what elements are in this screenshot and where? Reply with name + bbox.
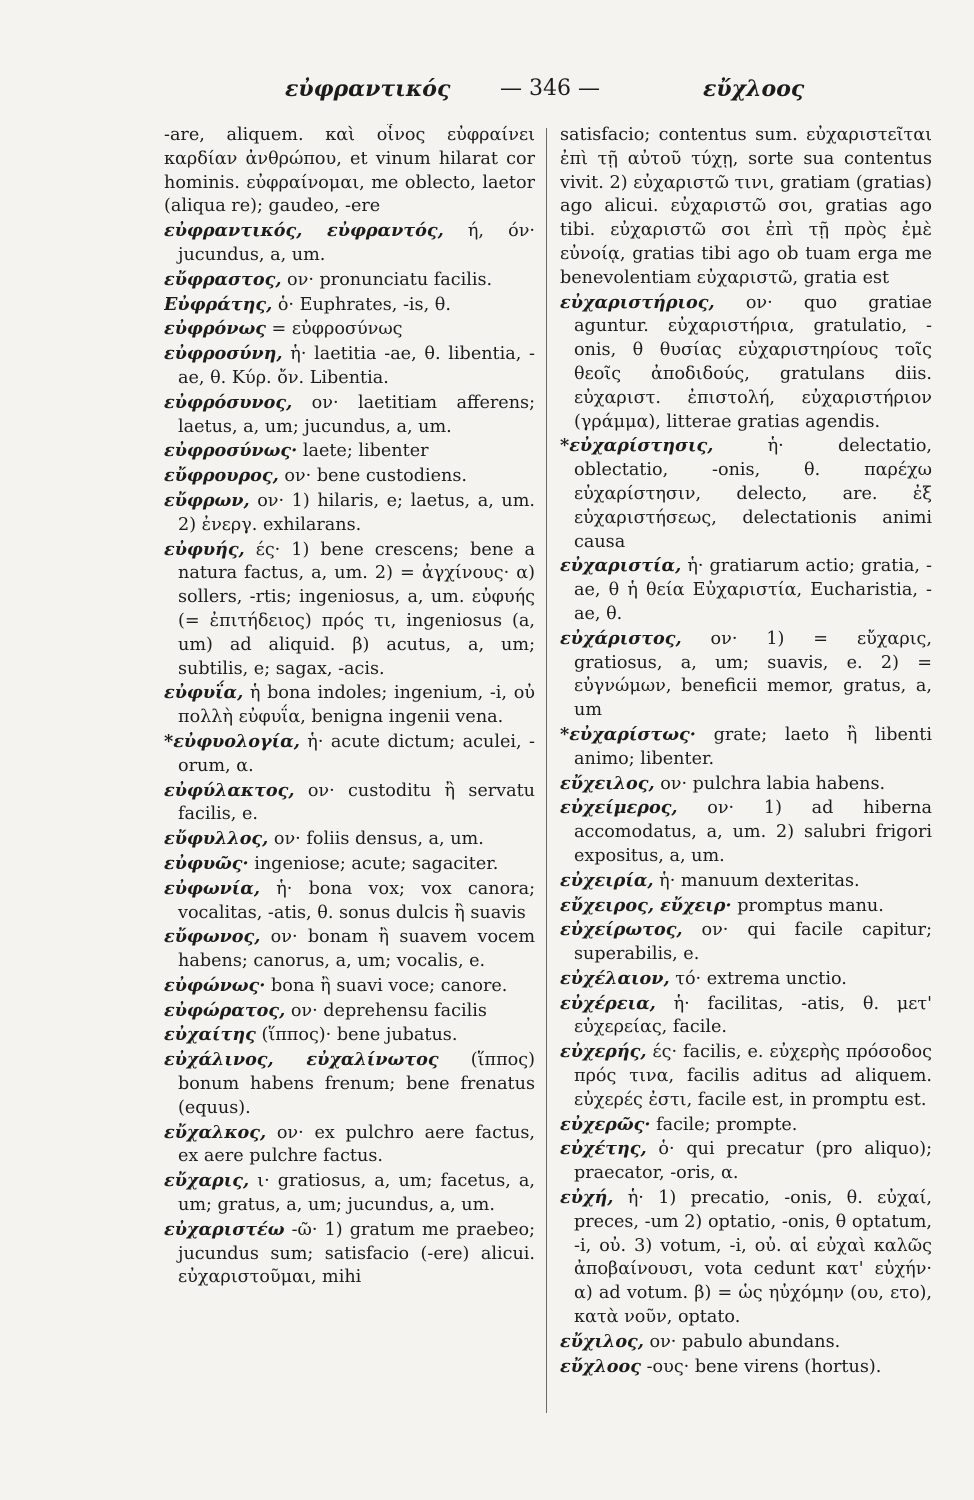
entry-definition: = εὐφροσύνως <box>271 319 403 340</box>
dictionary-entry <box>560 1040 932 1112</box>
entry-definition: -are, aliquem. καὶ οἶνος εὐφραίνει καρδίαν ἀνθρώπου, et vinum hilarat cor hominis. εὐφραίνομαι, me oblecto, laetor (aliqua re); gaudeo, -ere <box>164 125 535 217</box>
dictionary-entry <box>164 1169 535 1218</box>
entry-headword: *εὐχαρίστως· <box>560 723 696 745</box>
dictionary-entry <box>560 967 932 992</box>
entry-headword: εὐφυΐα, <box>164 682 244 704</box>
dictionary-entry <box>560 992 932 1041</box>
entry-headword: εὐφώνως· <box>164 974 266 996</box>
page-number: — 346 — <box>500 76 600 101</box>
entry-definition: grate; laeto ἢ libenti animo; libenter. <box>574 724 932 769</box>
entry-definition: ον· pulchra labia habens. <box>660 773 886 794</box>
entry-headword: εὐχερῶς· <box>560 1113 651 1135</box>
dictionary-entry <box>164 342 535 391</box>
dictionary-entry <box>164 681 535 730</box>
entry-definition: ον· deprehensu facilis <box>290 1000 487 1021</box>
dictionary-entry <box>164 439 535 464</box>
entry-definition: ἡ· manuum dexteritas. <box>659 870 860 891</box>
entry-headword: εὐφραντικός, εὐφραντός, <box>164 220 444 242</box>
entry-headword: εὐχειρία, <box>560 869 654 891</box>
dictionary-entry <box>164 464 535 489</box>
entry-headword: εὔφρων, <box>164 489 250 511</box>
dictionary-entry <box>560 124 932 291</box>
running-head-left: εὐφραντικός <box>285 76 451 102</box>
dictionary-entry <box>560 1355 932 1380</box>
entry-definition: ἡ· delectatio, oblectatio, -onis, θ. παρέχω εὐχαρίστησιν, delecto, are. ἐξ εὐχαριστήσεως, delectationis animi causa <box>574 436 932 552</box>
dictionary-entry <box>164 877 535 926</box>
entry-definition: ή, όν· jucundus, a, um. <box>178 221 535 265</box>
dictionary-entry <box>164 1218 535 1290</box>
dictionary-entry <box>164 538 535 682</box>
dictionary-entry <box>560 291 932 435</box>
dictionary-entry <box>164 268 535 293</box>
entry-headword: εὐχάλινος, εὐχαλίνωτος <box>164 1049 439 1071</box>
entry-definition: ingeniose; acute; sagaciter. <box>254 853 499 874</box>
entry-definition: (ἵππος) bonum habens frenum; bene frenatus (equus). <box>178 1050 535 1118</box>
entry-definition: ἡ· laetitia -ae, θ. libentia, -ae, θ. Κύρ. ὄν. Libentia. <box>178 344 535 388</box>
entry-definition: τό· extrema unctio. <box>675 968 847 989</box>
dictionary-entry <box>164 1023 535 1048</box>
entry-headword: εὔφυλλος, <box>164 828 269 850</box>
entry-definition: -ους· bene virens (hortus). <box>646 1356 882 1377</box>
entry-definition: ές· facilis, e. εὐχερὴς πρόσοδος πρός τινα, facilis aditus ad aliquem. εὐχερές ἐστι, facile est, in promptu est. <box>574 1042 932 1110</box>
dictionary-entry <box>164 827 535 852</box>
entry-definition: (ἵππος)· bene jubatus. <box>261 1025 458 1046</box>
dictionary-entry <box>164 219 535 268</box>
entry-headword: εὐφρόσυνος, <box>164 391 293 413</box>
entry-headword: εὐχαίτης <box>164 1024 256 1046</box>
entry-headword: *εὐφυολογία, <box>164 730 300 752</box>
dictionary-entry <box>164 317 535 342</box>
entry-definition: laete; libenter <box>302 441 429 462</box>
entry-definition: ι· gratiosus, a, um; facetus, a, um; gratus, a, um; jucundus, a, um. <box>178 1171 535 1216</box>
dictionary-entry <box>560 627 932 723</box>
entry-headword: εὐφροσύνως· <box>164 440 298 462</box>
entry-definition: -ῶ· 1) gratum me praebeo; jucundus sum; satisfacio (-ere) alicui. εὐχαριστοῦμαι, mihi <box>178 1219 535 1288</box>
entry-headword: εὐχερής, <box>560 1041 647 1063</box>
entry-definition: ἡ· facilitas, -atis, θ. μετ' εὐχερείας, facile. <box>574 993 932 1038</box>
dictionary-entry <box>560 723 932 772</box>
entry-headword: εὐχείρωτος, <box>560 919 683 941</box>
column-divider <box>546 128 547 1413</box>
entry-definition: ον· quo gratiae aguntur. εὐχαριστήρια, gratulatio, -onis, θ θυσίας εὐχαριστηρίους τοῖς θεοῖς ἀποδιδούς, gratulans diis. εὐχαριστ. ἐπιστολή, εὐχαριστήριον (γράμμα), litterae gratias agendis. <box>574 292 932 432</box>
dictionary-entry <box>164 779 535 828</box>
dictionary-entry <box>560 772 932 797</box>
entry-headword: εὐφυῶς· <box>164 852 249 874</box>
entry-definition: ἡ· 1) precatio, -onis, θ. εὐχαί, preces, -um 2) optatio, -onis, θ optatum, -i, οὐ. 3) votum, -i, οὐ. αἱ εὐχαὶ καλῶς ἀποβαίνουσι, vota cedunt κατ' εὐχήν· α) ad votum. β) = ὡς ηὐχόμην (ου, ετο), κατὰ νοῦν, optato. <box>574 1188 932 1328</box>
dictionary-entry <box>164 925 535 974</box>
entry-headword: εὐφροσύνη, <box>164 343 283 365</box>
entry-headword: εὐχείμερος, <box>560 797 678 819</box>
entry-headword: εὔχιλος, <box>560 1330 644 1352</box>
entry-definition: ἡ bona indoles; ingenium, -i, οὐ πολλὴ εὐφυΐα, benigna ingenii vena. <box>178 683 535 728</box>
entry-headword: εὔχλοος <box>560 1355 641 1377</box>
entry-headword: εὐχέρεια, <box>560 992 656 1014</box>
dictionary-entry <box>164 1048 535 1120</box>
dictionary-entry <box>560 869 932 894</box>
dictionary-entry <box>560 918 932 967</box>
entry-definition: ές· 1) bene crescens; bene a natura factus, a, um. 2) = ἀγχίνους· α) sollers, -rtis; ingeniosus, a, um. εὐφυής (= ἐπιτήδειος) πρός τι, ingeniosus (a, um) ad aliquid. β) acutus, a, um; subtilis, e; sagax, -acis. <box>178 539 535 679</box>
entry-definition: ον· foliis densus, a, um. <box>273 829 484 850</box>
dictionary-entry <box>560 894 932 919</box>
entry-headword: εὐφρόνως <box>164 318 266 340</box>
entry-headword: εὔχειρος, εὔχειρ· <box>560 894 732 916</box>
entry-headword: εὔφρουρος, <box>164 465 279 487</box>
running-head-right: εὔχλοος <box>703 76 805 102</box>
entry-definition: bona ἢ suavi voce; canore. <box>270 975 508 996</box>
right-column <box>560 124 932 1424</box>
dictionary-entry <box>560 796 932 868</box>
entry-definition: ον· 1) ad hiberna accomodatus, a, um. 2) salubri frigori expositus, a, um. <box>574 798 932 866</box>
entry-headword: εὐχέτης, <box>560 1138 647 1160</box>
entry-headword: εὔφραστος, <box>164 268 282 290</box>
entry-headword: εὐφωνία, <box>164 877 260 899</box>
entry-definition: promptus manu. <box>737 895 884 916</box>
entry-headword: Εὐφράτης, <box>164 293 273 315</box>
entry-headword: εὔχαρις, <box>164 1170 250 1192</box>
page-header <box>0 76 974 116</box>
dictionary-entry <box>164 293 535 318</box>
entry-definition: ον· 1) = εὔχαρις, gratiosus, a, um; suavis, e. 2) = εὐγνώμων, beneficii memor, gratus, a, um <box>574 628 932 721</box>
entry-definition: ον· bonam ἢ suavem vocem habens; canorus, a, um; vocalis, e. <box>178 927 535 972</box>
entry-definition: ὁ· qui precatur (pro aliquo); praecator, -oris, α. <box>574 1139 932 1184</box>
dictionary-entry <box>164 489 535 538</box>
dictionary-entry <box>560 554 932 626</box>
dictionary-entry <box>164 1121 535 1170</box>
entry-headword: εὔχειλος, <box>560 772 655 794</box>
left-column <box>164 124 535 1424</box>
dictionary-entry <box>164 974 535 999</box>
entry-definition: ἡ· gratiarum actio; gratia, -ae, θ ἡ θεία Εὐχαριστία, Eucharistia, -ae, θ. <box>574 556 932 624</box>
dictionary-entry <box>560 434 932 554</box>
entry-headword: εὔχαλκος, <box>164 1121 267 1143</box>
dictionary-entry <box>164 124 535 219</box>
entry-definition: ον· 1) hilaris, e; laetus, a, um. 2) ἐνεργ. exhilarans. <box>178 490 535 535</box>
dictionary-entry <box>560 1137 932 1186</box>
entry-headword: εὐφώρατος, <box>164 999 286 1021</box>
entry-definition: ἡ· acute dictum; aculei, -orum, α. <box>178 731 535 776</box>
dictionary-entry <box>164 852 535 877</box>
entry-headword: εὔφωνος, <box>164 926 261 948</box>
dictionary-entry <box>560 1113 932 1138</box>
entry-headword: *εὐχαρίστησις, <box>560 435 714 457</box>
dictionary-entry <box>164 999 535 1024</box>
dictionary-entry <box>560 1186 932 1330</box>
entry-headword: εὐχαριστήριος, <box>560 291 715 313</box>
entry-definition: facile; prompte. <box>656 1114 798 1135</box>
entry-definition: ἡ· bona vox; vox canora; vocalitas, -atis, θ. sonus dulcis ἢ suavis <box>178 878 535 923</box>
entry-headword: εὐχαριστέω <box>164 1218 285 1240</box>
entry-definition: ον· qui facile capitur; superabilis, e. <box>574 920 932 965</box>
entry-headword: εὐχή, <box>560 1187 614 1209</box>
entry-headword: εὐφυής, <box>164 538 245 560</box>
dictionary-entry <box>164 391 535 440</box>
entry-definition: ον· pronunciatu facilis. <box>287 269 493 290</box>
entry-definition: ὁ· Euphrates, -is, θ. <box>277 294 451 315</box>
entry-definition: satisfacio; contentus sum. εὐχαριστεῖται ἐπὶ τῇ αὐτοῦ τύχῃ, sorte sua contentus vivit. 2) εὐχαριστῶ τινι, gratiam (gratias) ago alicui. εὐχαριστῶ σοι, gratias ago tibi. εὐχαριστῶ σοι ἐπὶ τῇ πρὸς ἐμὲ εὐνοίᾳ, gratias tibi ago ob tuam erga me benevolentiam εὐχαριστῶ, gratia est <box>560 125 932 288</box>
entry-headword: εὐφύλακτος, <box>164 779 295 801</box>
dictionary-entry <box>164 730 535 779</box>
entry-definition: ον· custoditu ἢ servatu facilis, e. <box>178 780 535 825</box>
dictionary-entry <box>560 1330 932 1355</box>
entry-definition: ον· pabulo abundans. <box>649 1331 841 1352</box>
entry-headword: εὐχαριστία, <box>560 555 682 577</box>
entry-headword: εὐχέλαιον, <box>560 967 670 989</box>
entry-definition: ον· ex pulchro aere factus, ex aere pulchre factus. <box>178 1122 535 1167</box>
entry-definition: ον· laetitiam afferens; laetus, a, um; jucundus, a, um. <box>178 392 535 437</box>
entry-definition: ον· bene custodiens. <box>284 466 467 487</box>
entry-headword: εὐχάριστος, <box>560 627 682 649</box>
